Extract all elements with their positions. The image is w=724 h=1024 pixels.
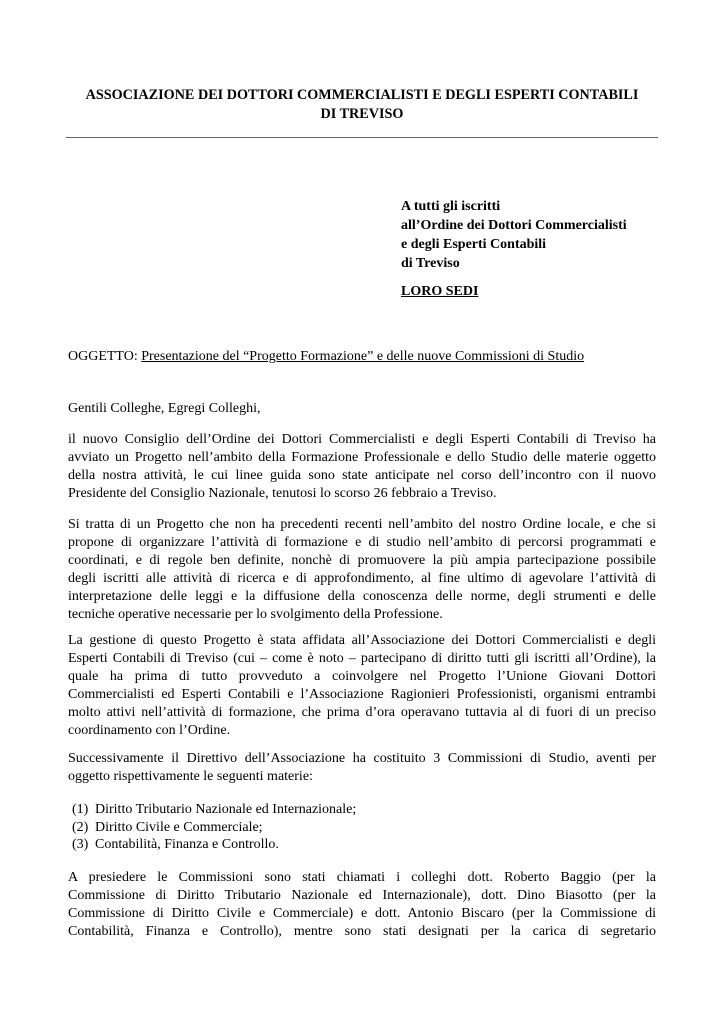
paragraph-line: della nostra attività, le cui linee guida sono state anticipate nel corso dell’incontro con il nuovo [68,468,656,483]
recipient-block [401,197,627,273]
paragraph-line: interpretazione delle leggi e la diffusione della conoscenza delle norme, degli strumenti e delle [68,589,656,604]
subject-text: Presentazione del “Progetto Formazione” e delle nuove Commissioni di Studio [141,349,585,364]
list-text: Diritto Tributario Nazionale ed Internazionale; [95,802,357,817]
subject-line [68,347,584,366]
paragraph-line: Successivamente il Direttivo dell’Associazione ha costituito 3 Commissioni di Studio, aventi per [68,751,656,766]
commission-list [72,801,356,854]
paragraph-5 [68,869,656,941]
paragraph-line: Esperti Contabili di Treviso (cui – come è noto – partecipano di diritto tutti gli iscritti all’Ordine), la [68,651,656,666]
header-line-2: DI TREVISO [320,106,404,122]
recipient-line: A tutti gli iscritti [401,199,501,214]
header-line-1: ASSOCIAZIONE DEI DOTTORI COMMERCIALISTI E DEGLI ESPERTI CONTABILI [85,87,639,103]
paragraph-line: La gestione di questo Progetto è stata affidata all’Associazione dei Dottori Commercialisti e degli [68,633,656,648]
recipient-line: all’Ordine dei Dottori Commercialisti [401,218,627,233]
paragraph-line: A presiedere le Commissioni sono stati chiamati i colleghi dott. Roberto Baggio (per la [68,870,656,885]
paragraph-line: Contabilità, Finanza e Controllo), mentre sono stati designati per la carica di segretario [68,924,656,939]
paragraph-4 [68,750,656,786]
list-text: Diritto Civile e Commerciale; [95,819,263,835]
list-text: Contabilità, Finanza e Controllo. [95,837,279,852]
header-divider [66,137,658,138]
paragraph-line: quale ha prima di tutto provveduto a coinvolgere nel Progetto l’Unione Giovani Dottori [68,669,656,684]
paragraph-3 [68,632,656,740]
paragraph-line: tecniche operative necessarie per lo svolgimento della Professione. [68,607,443,622]
subject-label: OGGETTO: [68,349,142,364]
paragraph-line: coordinamento con l’Ordine. [68,723,231,738]
paragraph-line: degli iscritti alle attività di ricerca e di approfondimento, al fine ultimo di agevolare l’attività di [68,571,656,586]
loro-sedi: LORO SEDI [401,284,479,299]
paragraph-2 [68,516,656,624]
paragraph-line: Commercialisti ed Esperti Contabili e l’Associazione Ragionieri Professionisti, organismi entrambi [68,687,656,702]
recipient-line: e degli Esperti Contabili [401,237,547,252]
list-number: (1) [72,802,89,817]
paragraph-line: oggetto rispettivamente le seguenti materie: [68,769,313,784]
paragraph-1 [68,431,656,503]
association-header [66,86,658,124]
paragraph-line: propone di organizzare l’attività di formazione e di studio nell’ambito di percorsi programmati e [68,535,656,550]
greeting: Gentili Colleghe, Egregi Colleghi, [68,401,261,416]
list-number: (3) [72,837,89,852]
paragraph-line: coordinati, e di regole ben definite, nonchè di promuovere la più ampia partecipazione possibile [68,553,656,568]
paragraph-line: Commissione di Diritto Tributario Nazionale ed Internazionale), dott. Dino Biasotto (per la [68,888,656,903]
paragraph-line: Si tratta di un Progetto che non ha precedenti recenti nell’ambito del nostro Ordine locale, e che si [68,517,656,532]
recipient-line: di Treviso [401,256,460,271]
list-number: (2) [72,819,89,835]
paragraph-line: avviato un Progetto nell’ambito della Formazione Professionale e dello Studio delle materie oggetto [68,450,656,465]
list-item [72,801,356,819]
paragraph-line: molto attivi nell’attività di formazione, che prima d’ora operavano tuttavia al di fuori di un preciso [68,705,656,720]
list-item [72,819,356,837]
paragraph-line: il nuovo Consiglio dell’Ordine dei Dottori Commercialisti e degli Esperti Contabili di Treviso ha [68,432,656,447]
paragraph-line: Presidente del Consiglio Nazionale, tenutosi lo scorso 26 febbraio a Treviso. [68,486,497,501]
list-item [72,836,356,854]
paragraph-line: Commissione di Diritto Civile e Commerciale) e dott. Antonio Biscaro (per la Commissione di [68,906,656,921]
